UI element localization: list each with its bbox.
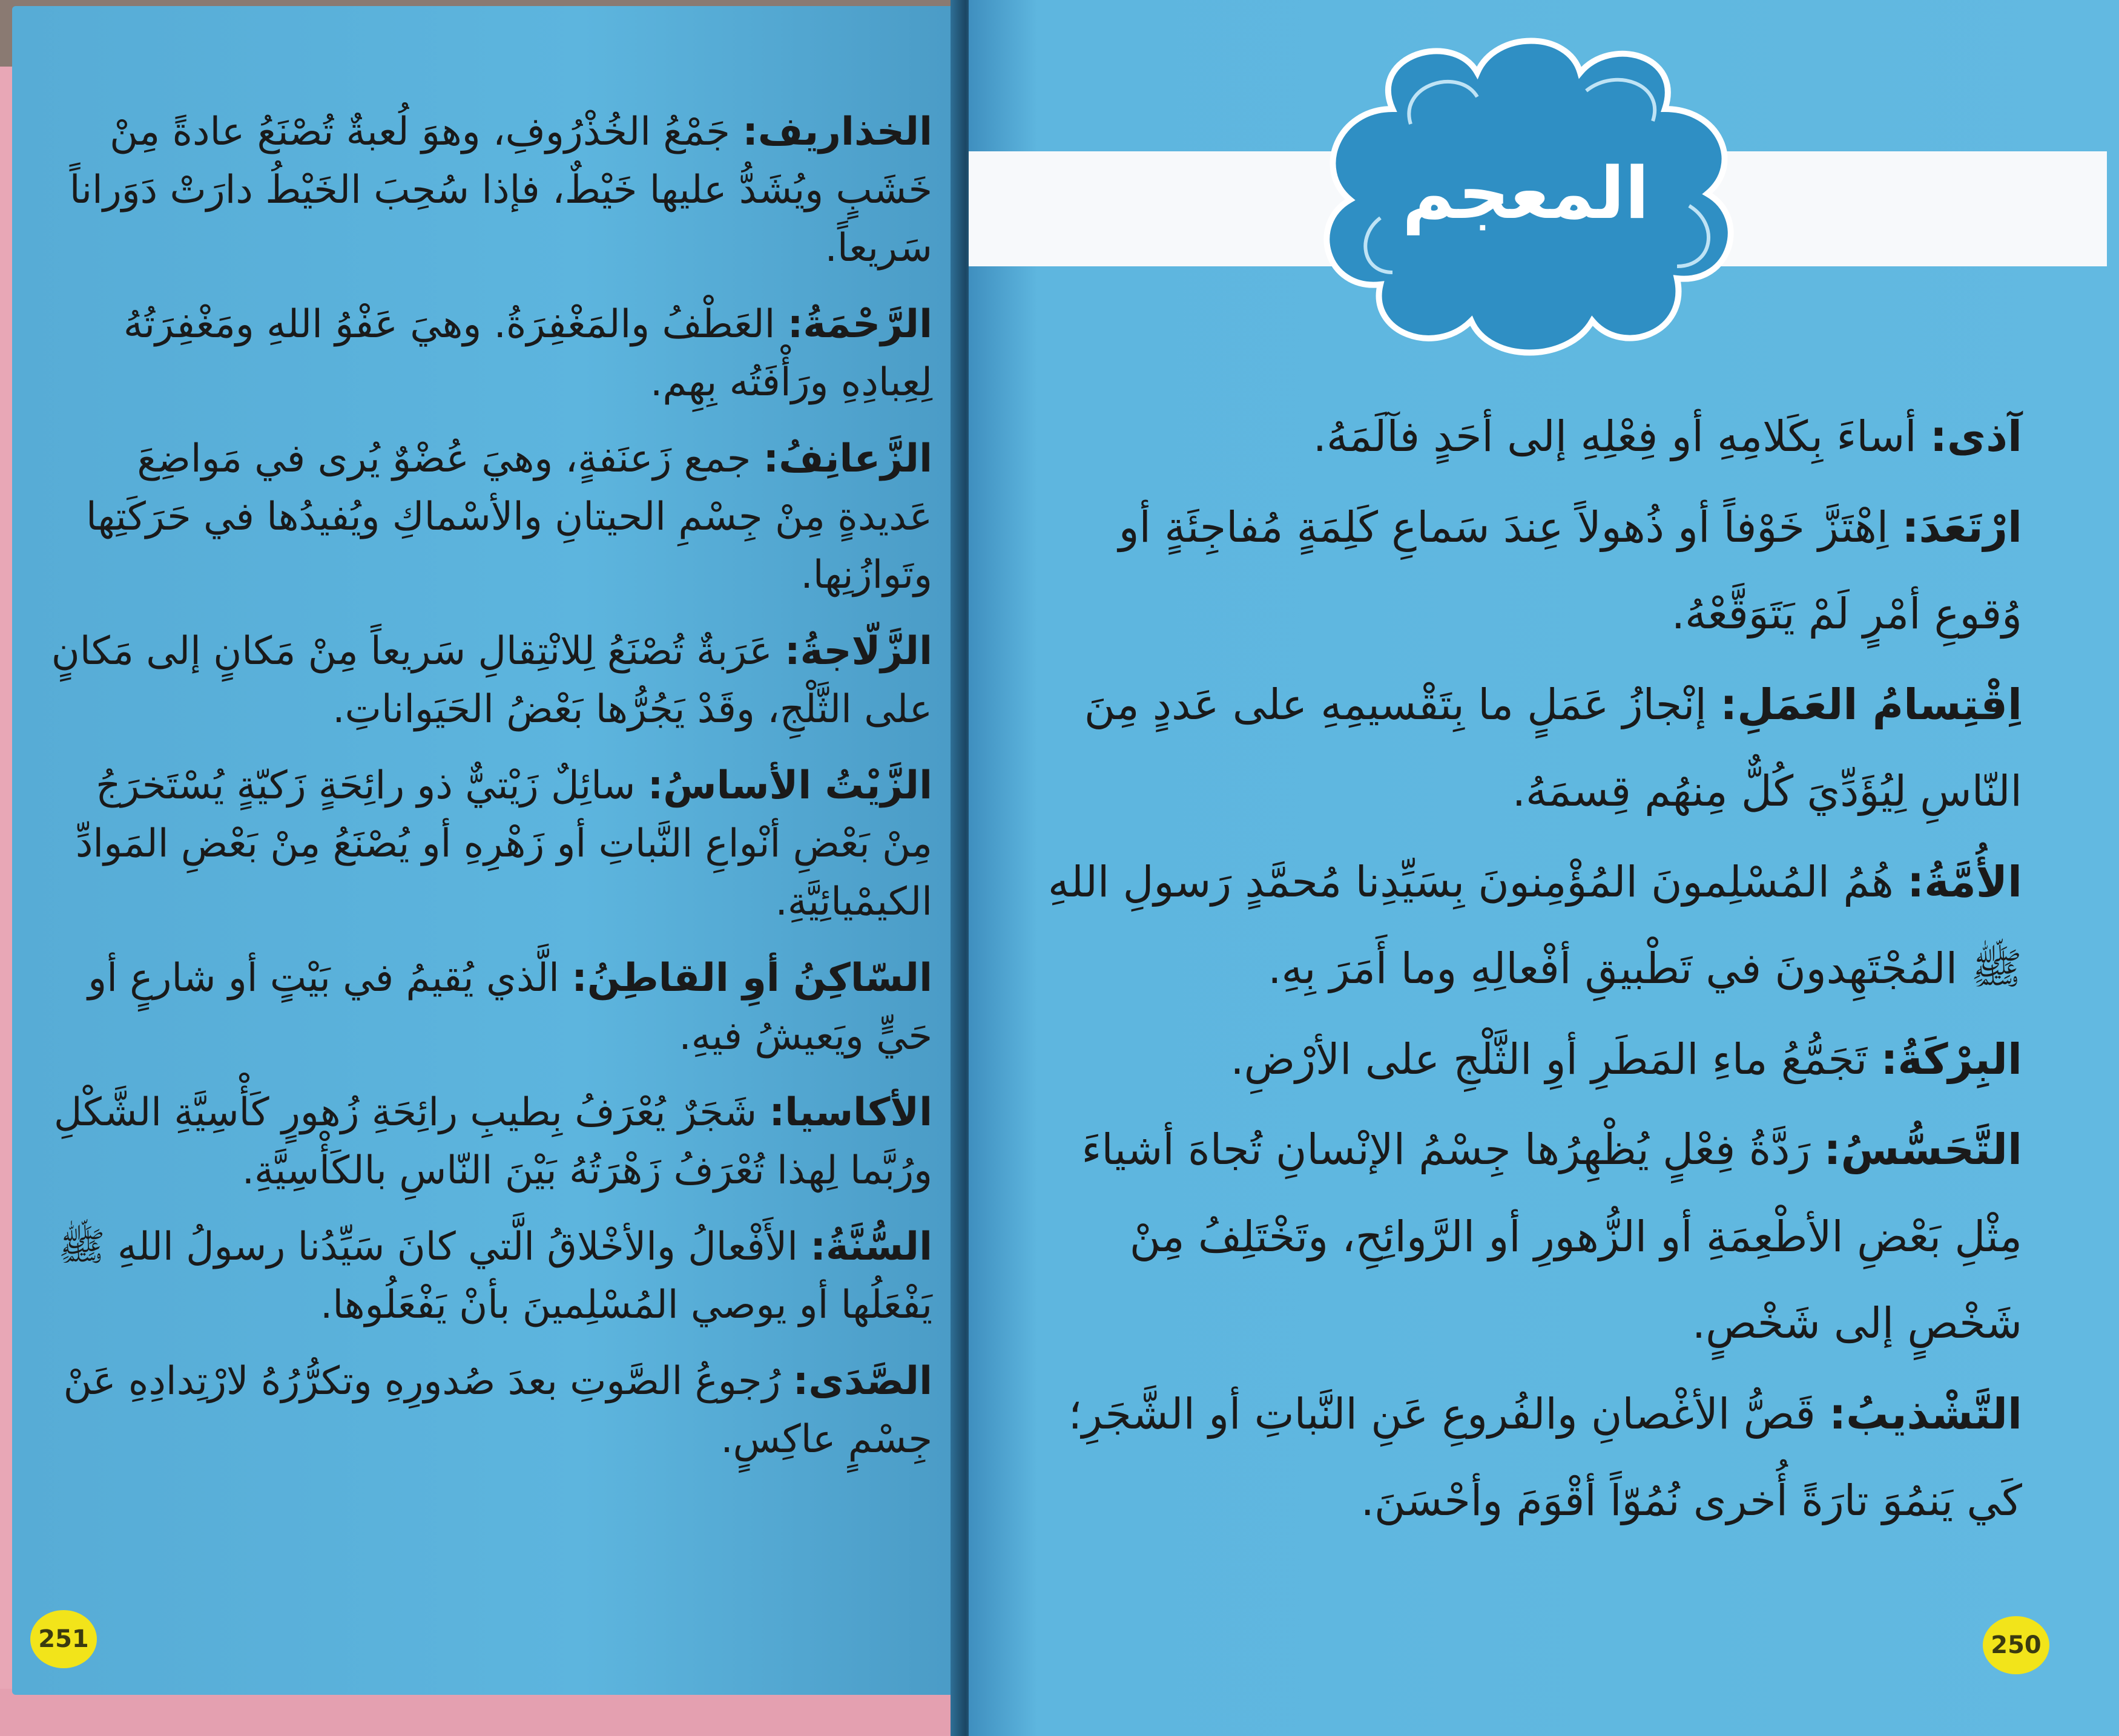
entry-term: الرَّحْمَةُ: [787,302,932,347]
entry-term: الزَّلّاجةُ: [785,629,932,674]
entry-term: الأكاسيا: [769,1090,932,1135]
entry-definition: هُمُ المُسْلِمونَ المُؤْمِنونَ بِسَيِّدِنا مُحمَّدٍ رَسولِ اللهِ ﷺ المُجْتَهِدونَ في تَطْبيقِ أفْعالِهِ وما أَمَرَ بِهِ. [1047,856,2022,993]
entry-term: اِقْتِسامُ العَمَلِ: [1720,679,2022,729]
entry-definition: رَدَّةُ فِعْلٍ يُظْهِرُها جِسْمُ الإنْسانِ تُجاهَ أشياءَ مِثْلِ بَعْضِ الأطْعِمَةِ أو الزُّهورِ أو الرَّوائِحِ، وتَخْتَلِفُ مِنْ شَخْصٍ إلى شَخْصٍ. [1081,1125,2022,1348]
glossary-entry [36,295,932,412]
entry-term: التَّحَسُّسُ: [1824,1125,2022,1174]
entry-definition: رُجوعُ الصَّوتِ بعدَ صُدورِهِ وتكرُّرُهُ لارْتِدادِهِ عَنْ جِسْمٍ عاكِسٍ. [63,1359,932,1462]
entry-definition: شَجَرٌ يُعْرَفُ بِطيبِ رائِحَةِ زُهورٍ كَأْسِيَّةِ الشَّكْلِ ورُبَّما لِهذا تُعْرَفُ زَهْرَتُهُ بَيْنَ النّاسِ بالكَأْسِيَّةِ. [53,1090,932,1193]
glossary-entry [36,622,932,738]
glossary-entry [36,949,932,1065]
glossary-entry [36,430,932,604]
page-title: المعجم [1402,151,1650,235]
page-number-right: 250 [1983,1616,2049,1674]
entry-definition: أساءَ بِكَلامِهِ أو فِعْلِهِ إلى أحَدٍ فآلَمَهُ. [1313,412,1930,461]
entry-term: الأُمَّةُ: [1907,856,2022,907]
entry-definition: قَصُّ الأغْصانِ والفُروعِ عَنِ النَّباتِ أو الشَّجَرِ؛ كَي يَنمُوَ تارَةً أُخرى نُمُوّاً أقْوَمَ وأحْسَنَ. [1068,1389,2022,1525]
glossary-entry [36,1083,932,1200]
entry-term: ارْتَعَدَ: [1902,502,2022,552]
glossary-entry [36,757,932,931]
entry-definition: سائِلٌ زَيْتيٌّ ذو رائِحَةٍ زَكيّةٍ يُسْتَخرَجُ مِنْ بَعْضِ أنْواعِ النَّباتِ أو زَهْرِهِ أو يُصْنَعُ مِنْ بَعْضِ المَوادِّ الكيمْيائِيَّةِ. [75,763,932,924]
book-cover-bottom [0,1689,969,1736]
entry-term: التَّشْذيبُ: [1829,1389,2022,1439]
entry-definition: الأَفْعالُ والأخْلاقُ الَّتي كانَ سَيِّدُنا رسولُ اللهِ ﷺ يَفْعَلُها أو يوصي المُسْلِمينَ بأنْ يَفْعَلُوها. [58,1225,932,1327]
entry-definition: اِهْتَزَّ خَوْفاً أو ذُهولاً عِندَ سَماعِ كَلِمَةٍ مُفاجِئَةٍ أو وُقوعِ أمْرٍ لَمْ يَتَوَقَّعْهُ. [1118,502,2022,639]
entry-definition: إنْجازُ عَمَلٍ ما بِتَقْسيمِهِ على عَددٍ مِنَ النّاسِ لِيُؤَدِّيَ كُلٌّ مِنهُم قِسمَهُ. [1084,679,2022,816]
entry-term: الصَّدَى: [793,1359,932,1404]
entry-term: السّاكِنُ أوِ القاطِنُ: [572,956,932,1001]
entry-definition: جمع زَعنَفةٍ، وهيَ عُضْوٌ يُرى في مَواضِعَ عَديدةٍ مِنْ جِسْمِ الحيتانِ والأسْماكِ ويُفيدُها في حَرَكَتِها وتَوازُنِها. [86,436,932,597]
page-number-left: 251 [30,1610,97,1668]
entry-definition: عَرَبةٌ تُصْنَعُ لِلانْتِقالِ سَريعاً مِنْ مَكانٍ إلى مَكانٍ على الثَّلْجِ، وقَدْ يَجُرُّها بَعْضُ الحَيَواناتِ. [51,629,932,732]
entry-term: آذى: [1930,412,2022,461]
glossary-entry [36,1352,932,1468]
right-page-text [1029,393,2022,1548]
entry-definition: العَطْفُ والمَغْفِرَةُ. وهيَ عَفْوُ اللهِ ومَغْفِرَتُهُ لِعِبادِهِ ورَأْفَتُه بِهِم. [123,302,932,405]
glossary-entry [1029,1106,2022,1367]
glossary-entry [1029,1371,2022,1545]
glossary-entry [1029,662,2022,835]
entry-definition: الَّذي يُقيمُ في بَيْتٍ أو شارعٍ أو حَيٍّ ويَعيشُ فيهِ. [88,956,932,1059]
left-page-text [36,103,932,1487]
glossary-entry [36,1218,932,1334]
glossary-entry [36,103,932,277]
glossary-entry [1029,393,2022,481]
entry-definition: جَمْعُ الخُذْرُوفِ، وهوَ لُعبةٌ تُصْنَعُ عادةً مِنْ خَشَبٍ ويُشَدُّ عليها خَيْطٌ، فإذا سُحِبَ الخَيْطُ دارَتْ دَوَراناً سَريعاً. [69,110,932,271]
entry-term: الخذاريف: [742,110,932,154]
entry-term: الزَّيْتُ الأساسُ: [647,763,932,808]
entry-term: الزَّعانِفُ: [763,436,932,481]
entry-term: السُّنَّةُ: [810,1225,932,1269]
glossary-entry [1029,1016,2022,1103]
entry-definition: تَجَمُّعُ ماءِ المَطَرِ أوِ الثَّلْجِ على الأرْضِ. [1230,1034,1881,1084]
entry-term: البِرْكَةُ: [1880,1034,2022,1084]
glossary-entry [1029,839,2022,1013]
glossary-entry [1029,484,2022,658]
